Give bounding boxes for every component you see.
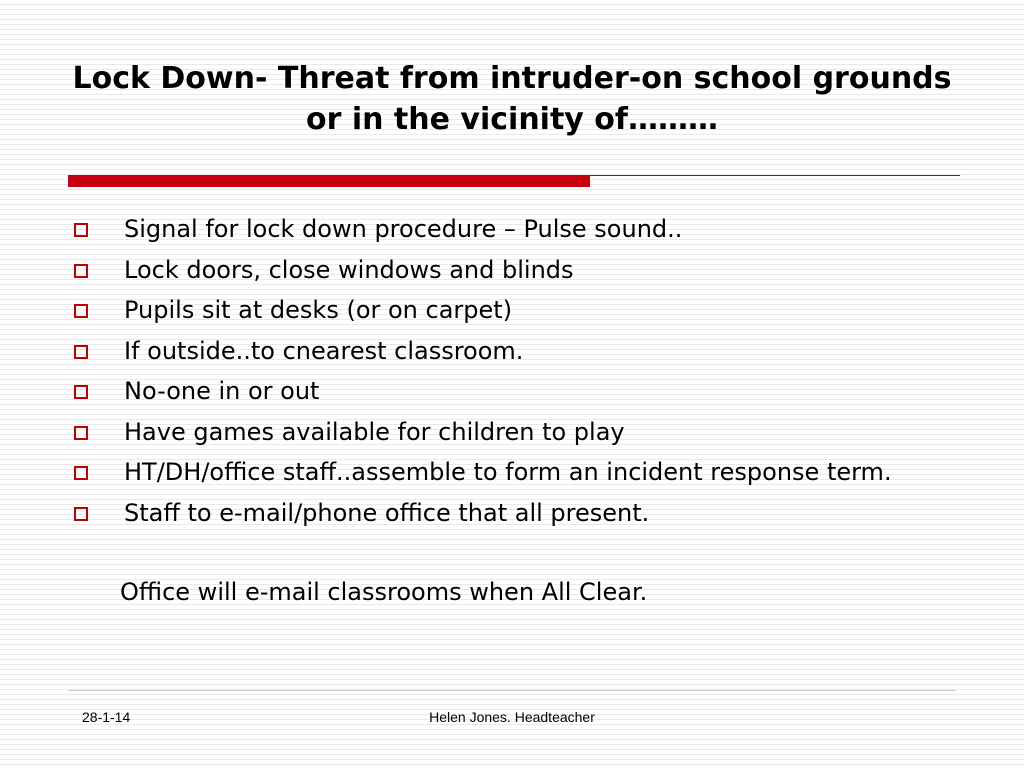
square-bullet-icon: [74, 507, 88, 521]
bullet-item: [72, 212, 952, 246]
square-bullet-icon: [74, 466, 88, 480]
bullet-item: [72, 496, 952, 530]
bullet-text: Signal for lock down procedure – Pulse sound..: [124, 215, 683, 243]
square-bullet-icon: [74, 264, 88, 278]
bullet-text: HT/DH/office staff..assemble to form an incident response term.: [124, 458, 892, 486]
bullet-text: Have games available for children to play: [124, 417, 625, 446]
bullet-item: [72, 374, 952, 408]
footer-divider-line: [68, 690, 956, 691]
bullet-text: No-one in or out: [124, 377, 320, 405]
bullet-item: [72, 455, 952, 489]
footer-date: 28-1-14: [82, 709, 131, 725]
bullet-item: [72, 253, 952, 287]
bullet-text: If outside..to cnearest classroom.: [124, 336, 524, 365]
square-bullet-icon: [74, 385, 88, 399]
square-bullet-icon: [74, 426, 88, 440]
bullet-text: Pupils sit at desks (or on carpet): [124, 296, 513, 324]
bullet-text: Staff to e-mail/phone office that all present.: [124, 498, 650, 527]
slide-title: Lock Down- Threat from intruder-on school grounds or in the vicinity of………: [72, 61, 952, 137]
bullet-text: Lock doors, close windows and blinds: [124, 255, 574, 284]
bullet-list: [72, 212, 952, 536]
continuation-text: Office will e-mail classrooms when All Clear.: [120, 578, 648, 606]
title-accent-bar: [68, 175, 590, 187]
bullet-item: [72, 293, 952, 327]
square-bullet-icon: [74, 304, 88, 318]
bullet-item: [72, 415, 952, 449]
square-bullet-icon: [74, 345, 88, 359]
footer-author: Helen Jones. Headteacher: [429, 709, 595, 725]
bullet-item: [72, 334, 952, 368]
square-bullet-icon: [74, 223, 88, 237]
